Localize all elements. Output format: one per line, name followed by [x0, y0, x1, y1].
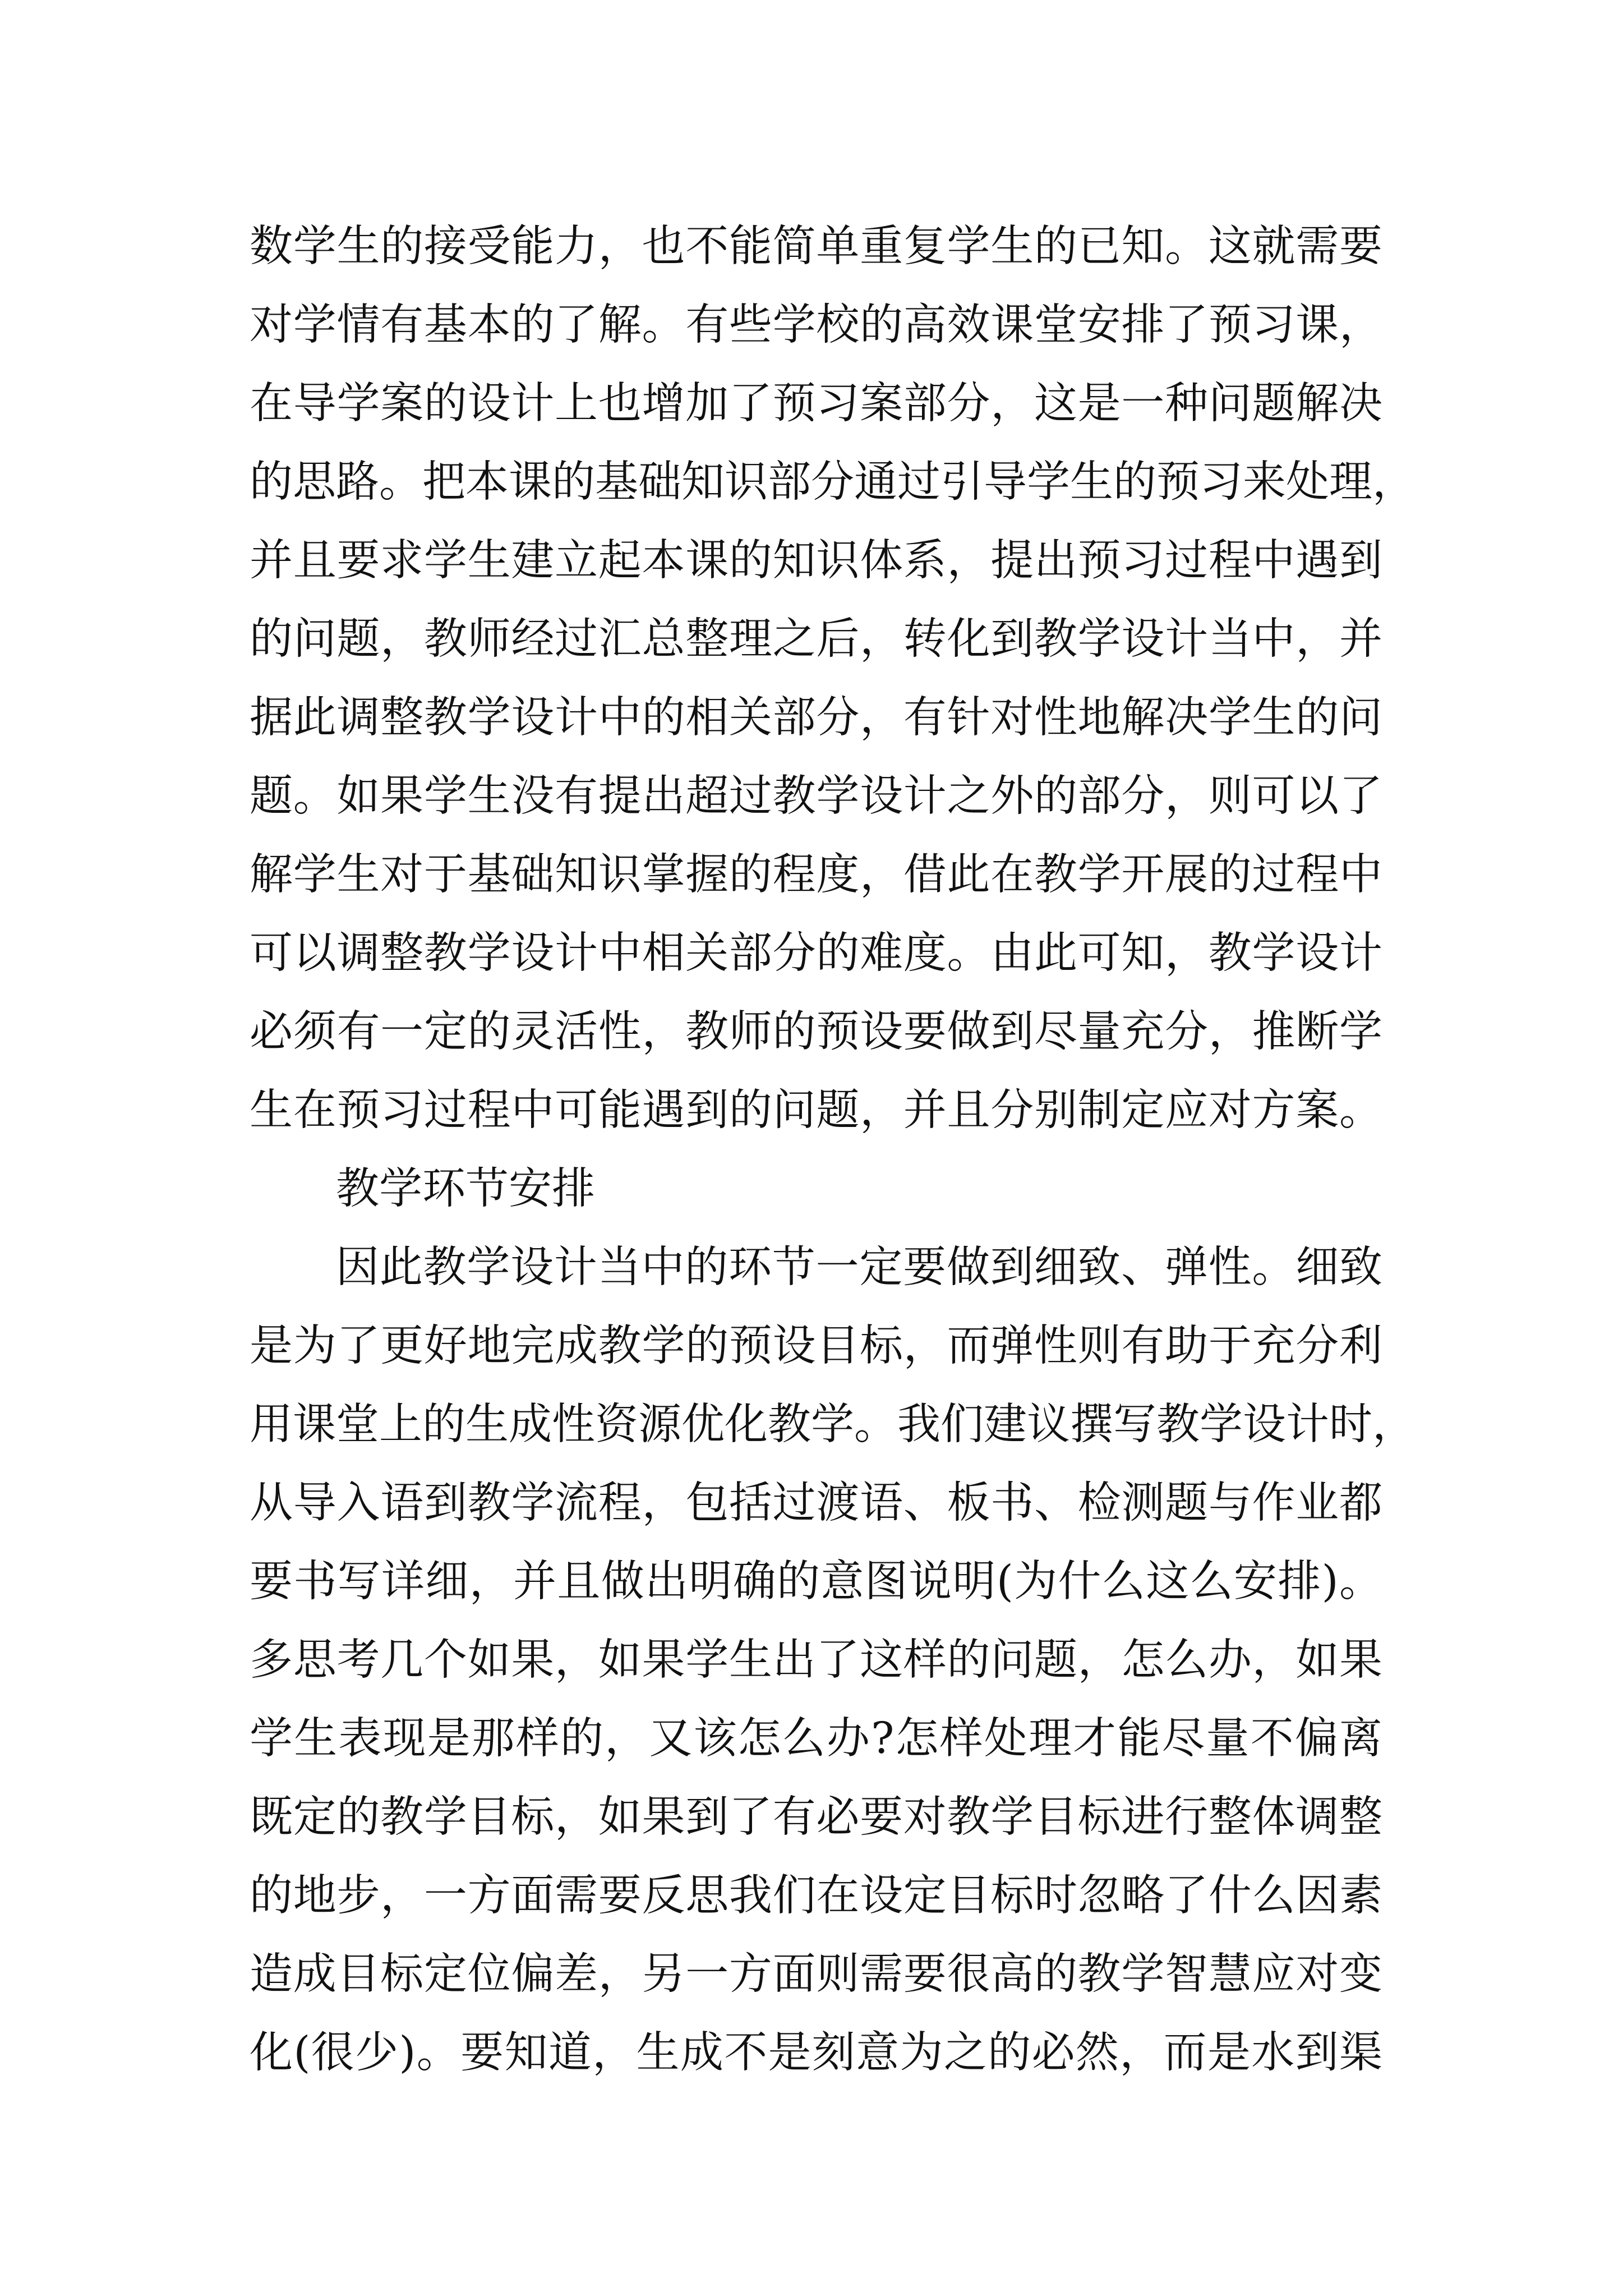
text-line: 因此教学设计当中的环节一定要做到细致、弹性。细致 [336, 1243, 1382, 1292]
text-line: 用课堂上的生成性资源优化教学。我们建议撰写教学设计时， [250, 1400, 1415, 1450]
text-line: 既定的教学目标，如果到了有必要对教学目标进行整体调整 [250, 1792, 1382, 1842]
text-line: 数学生的接受能力，也不能简单重复学生的已知。这就需要 [250, 222, 1382, 272]
text-line: 要书写详细，并且做出明确的意图说明(为什么这么安排)。 [250, 1557, 1382, 1607]
text-line: 在导学案的设计上也增加了预习案部分，这是一种问题解决 [250, 379, 1382, 429]
text-line: 并且要求学生建立起本课的知识体系，提出预习过程中遇到 [250, 536, 1382, 586]
text-line: 对学情有基本的了解。有些学校的高效课堂安排了预习课， [250, 300, 1382, 350]
body-text [250, 208, 1415, 2092]
text-line: 据此调整教学设计中的相关部分，有针对性地解决学生的问 [250, 693, 1382, 743]
text-line: 造成目标定位偏差，另一方面则需要很高的教学智慧应对变 [250, 1949, 1382, 1999]
text-line: 的问题，教师经过汇总整理之后，转化到教学设计当中，并 [250, 614, 1382, 664]
text-line: 必须有一定的灵活性，教师的预设要做到尽量充分，推断学 [250, 1007, 1382, 1057]
text-line: 从导入语到教学流程，包括过渡语、板书、检测题与作业都 [250, 1478, 1382, 1528]
text-line: 可以调整教学设计中相关部分的难度。由此可知，教学设计 [250, 928, 1382, 978]
text-line: 是为了更好地完成教学的预设目标，而弹性则有助于充分利 [250, 1321, 1382, 1371]
text-line: 学生表现是那样的，又该怎么办?怎样处理才能尽量不偏离 [250, 1714, 1382, 1764]
section-heading: 教学环节安排 [336, 1164, 595, 1214]
text-line: 多思考几个如果，如果学生出了这样的问题，怎么办，如果 [250, 1635, 1382, 1685]
text-line: 化(很少)。要知道，生成不是刻意为之的必然，而是水到渠 [250, 2028, 1382, 2078]
text-line: 题。如果学生没有提出超过教学设计之外的部分，则可以了 [250, 771, 1382, 821]
text-line: 生在预习过程中可能遇到的问题，并且分别制定应对方案。 [250, 1085, 1382, 1135]
text-line: 的地步，一方面需要反思我们在设定目标时忽略了什么因素 [250, 1871, 1382, 1921]
text-line: 的思路。把本课的基础知识部分通过引导学生的预习来处理， [250, 457, 1415, 507]
text-line: 解学生对于基础知识掌握的程度，借此在教学开展的过程中 [250, 850, 1382, 900]
